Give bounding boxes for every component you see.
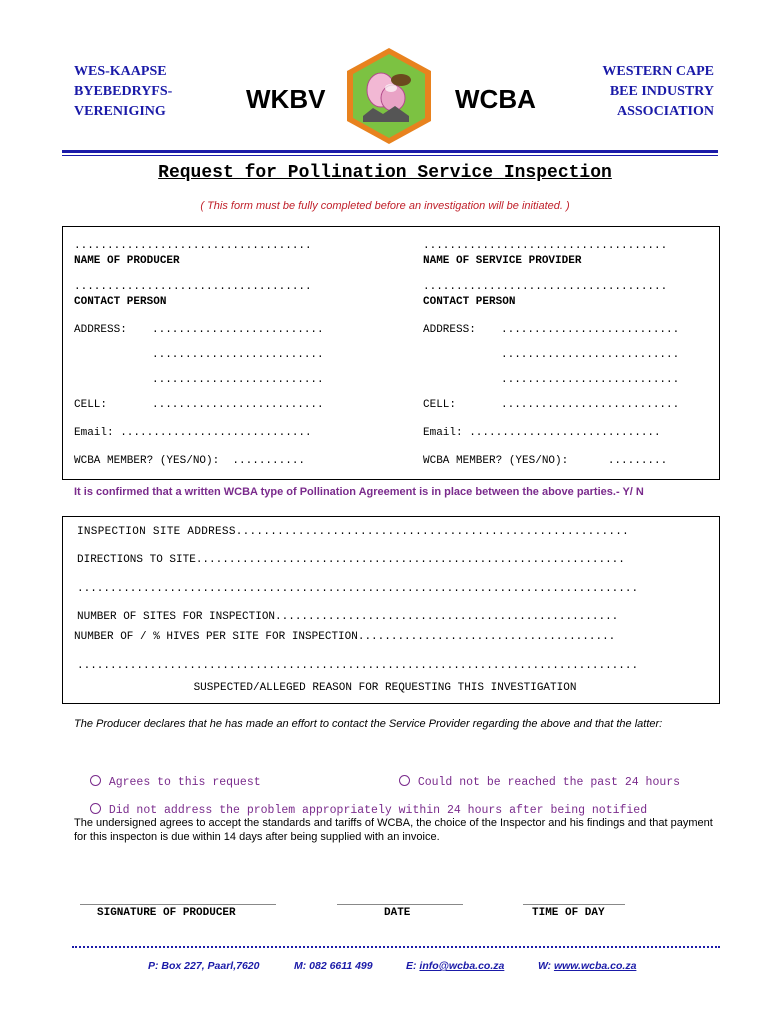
- provider-cell-field[interactable]: ...........................: [501, 399, 680, 411]
- date-label: DATE: [384, 907, 411, 919]
- producer-email-field[interactable]: Email: .............................: [74, 427, 312, 439]
- provider-cell-label: CELL:: [423, 399, 457, 411]
- footer-po-box: P: Box 227, Paarl,7620: [148, 960, 260, 972]
- radio-circle-icon[interactable]: [399, 775, 410, 786]
- producer-member-field[interactable]: WCBA MEMBER? (YES/NO): ...........: [74, 455, 306, 467]
- provider-email-field[interactable]: Email: .............................: [423, 427, 661, 439]
- provider-contact-field[interactable]: .....................................: [423, 281, 668, 293]
- association-logo: [343, 46, 435, 146]
- logo-wing: [385, 84, 397, 92]
- right-org-line: WESTERN CAPE: [602, 64, 714, 79]
- producer-address-field-1[interactable]: ..........................: [152, 324, 324, 336]
- footer-rule: [72, 946, 720, 948]
- footer-web-link[interactable]: www.wcba.co.za: [553, 960, 637, 972]
- option-agrees-label: Agrees to this request: [108, 776, 261, 789]
- site-box: [62, 516, 720, 704]
- radio-circle-icon[interactable]: [90, 775, 101, 786]
- right-org-line: ASSOCIATION: [617, 104, 714, 119]
- producer-address-field-2[interactable]: ..........................: [152, 349, 324, 361]
- reason-label: SUSPECTED/ALLEGED REASON FOR REQUESTING THIS INVESTIGATION: [193, 682, 577, 694]
- time-line[interactable]: [523, 904, 625, 905]
- directions-field[interactable]: DIRECTIONS TO SITE.................................................................: [77, 554, 625, 566]
- option-agrees[interactable]: [76, 762, 261, 789]
- footer-email-link[interactable]: info@wcba.co.za: [419, 960, 505, 972]
- left-org-name: [74, 62, 172, 122]
- producer-address-field-3[interactable]: ..........................: [152, 374, 324, 386]
- footer-web-prefix: W:: [538, 960, 554, 972]
- footer-web: [538, 960, 636, 972]
- option-not-addressed-label: Did not address the problem appropriately within 24 hours after being notified: [108, 804, 648, 817]
- provider-address-label: ADDRESS:: [423, 324, 476, 336]
- radio-circle-icon[interactable]: [90, 803, 101, 814]
- reason-field[interactable]: .....................................................................................: [77, 660, 639, 672]
- provider-member-field[interactable]: WCBA MEMBER? (YES/NO): .........: [423, 455, 668, 467]
- time-label: TIME OF DAY: [532, 907, 605, 919]
- footer-mobile: M: 082 6611 499: [294, 960, 373, 972]
- producer-address-label: ADDRESS:: [74, 324, 127, 336]
- footer-email-prefix: E:: [406, 960, 420, 972]
- producer-name-label: NAME OF PRODUCER: [74, 255, 180, 267]
- provider-address-field-2[interactable]: ...........................: [501, 349, 680, 361]
- hives-per-site-field[interactable]: NUMBER OF / % HIVES PER SITE FOR INSPECTION.......................................: [74, 631, 616, 643]
- producer-cell-field[interactable]: ..........................: [152, 399, 324, 411]
- producer-declaration: The Producer declares that he has made an effort to contact the Service Provider regarding the above and that the latter:: [74, 718, 663, 730]
- option-not-reached[interactable]: [385, 762, 680, 789]
- header-rule-thin: [62, 155, 718, 156]
- option-not-addressed[interactable]: [76, 790, 647, 817]
- agreement-statement: The undersigned agrees to accept the standards and tariffs of WCBA, the choice of the Inspector and his findings and that payment for this inspecton is due within 14 days after being supplied with an invoice.: [74, 817, 713, 843]
- header-rule: [62, 150, 718, 153]
- form-title: Request for Pollination Service Inspection: [158, 163, 612, 183]
- left-org-line: BYEBEDRYFS-: [74, 84, 173, 99]
- number-of-sites-field[interactable]: NUMBER OF SITES FOR INSPECTION....................................................: [77, 611, 619, 623]
- date-line[interactable]: [337, 904, 463, 905]
- right-org-line: BEE INDUSTRY: [609, 84, 714, 99]
- producer-signature-line[interactable]: [80, 904, 276, 905]
- footer-email: [406, 960, 504, 972]
- left-org-line: WES-KAAPSE: [74, 64, 167, 79]
- directions-field-2[interactable]: .....................................................................................: [77, 583, 639, 595]
- option-not-reached-label: Could not be reached the past 24 hours: [417, 776, 681, 789]
- right-abbreviation: WCBA: [455, 84, 536, 114]
- form-note: ( This form must be fully completed before an investigation will be initiated. ): [200, 200, 570, 212]
- producer-name-field[interactable]: ....................................: [74, 240, 312, 252]
- agreement-confirmation[interactable]: It is confirmed that a written WCBA type of Pollination Agreement is in place between the above parties.- Y/ N: [74, 486, 644, 498]
- producer-contact-field[interactable]: ....................................: [74, 281, 312, 293]
- producer-contact-label: CONTACT PERSON: [74, 296, 167, 308]
- producer-signature-label: SIGNATURE OF PRODUCER: [97, 907, 236, 919]
- producer-cell-label: CELL:: [74, 399, 108, 411]
- provider-address-field-1[interactable]: ...........................: [501, 324, 680, 336]
- site-address-field[interactable]: INSPECTION SITE ADDRESS.........................................................: [77, 526, 630, 538]
- left-org-line: VERENIGING: [74, 104, 166, 119]
- logo-bee-icon: [391, 74, 411, 86]
- provider-name-field[interactable]: .....................................: [423, 240, 668, 252]
- provider-address-field-3[interactable]: ...........................: [501, 374, 680, 386]
- provider-name-label: NAME OF SERVICE PROVIDER: [423, 255, 582, 267]
- left-abbreviation: WKBV: [246, 84, 326, 114]
- right-org-name: [602, 62, 714, 122]
- provider-contact-label: CONTACT PERSON: [423, 296, 516, 308]
